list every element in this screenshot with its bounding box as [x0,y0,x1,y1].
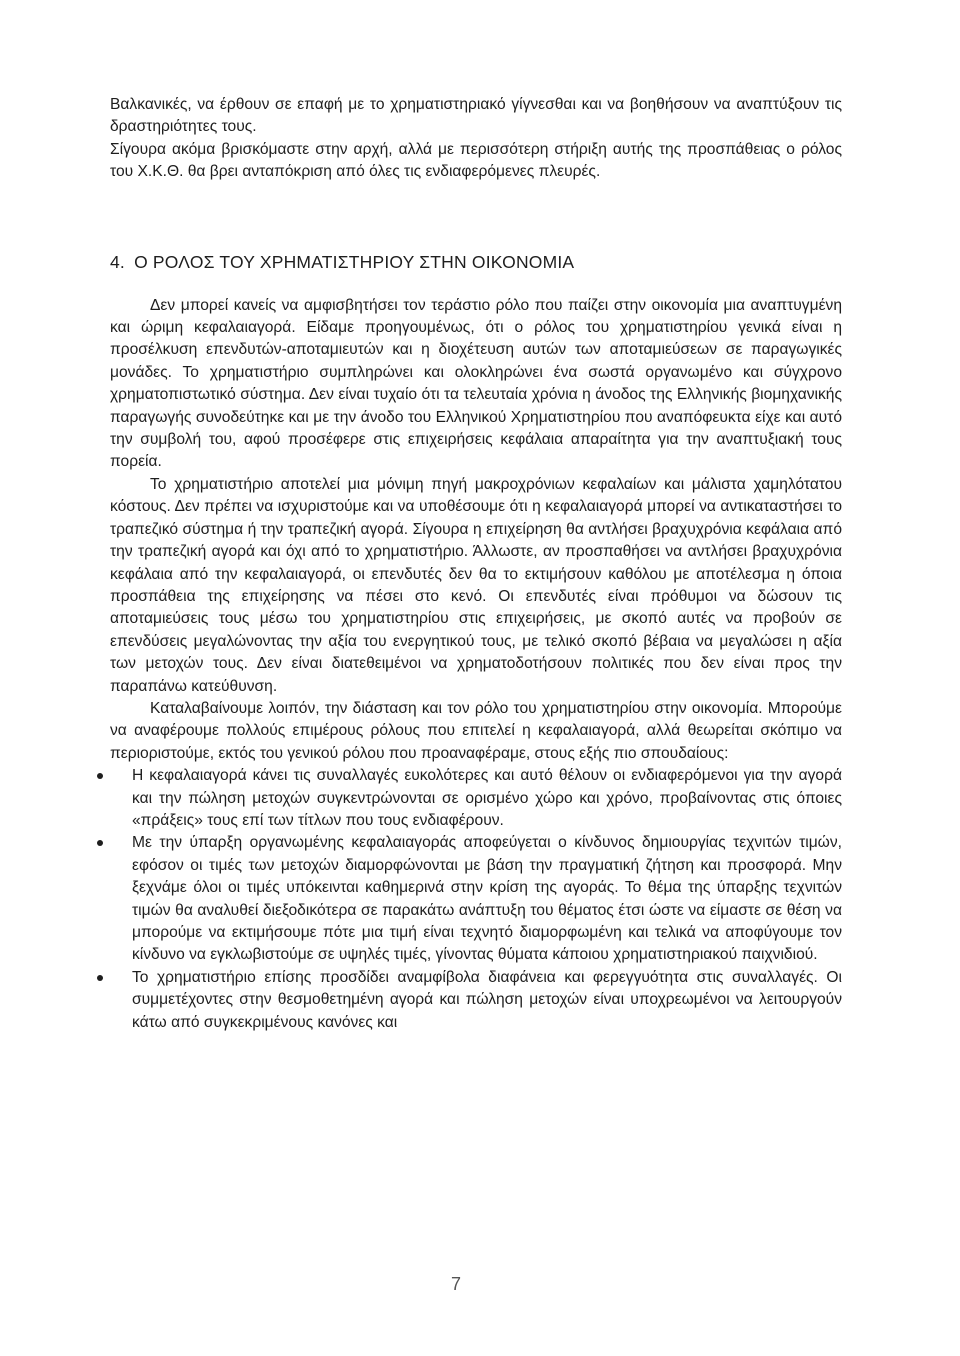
bullet-item [110,832,842,966]
bullet-dot-icon [97,773,103,779]
bullet-text: Το χρηματιστήριο επίσης προσδίδει αναμφίβολα διαφάνεια και φερεγγυότητα στις συναλλαγές. Οι συμμετέχοντες στην θεσμοθετημένη αγορά και πώληση μετοχών είναι υποχρεωμένοι να λειτουργούν κάτω από συγκεκριμένους κανόνες και [132,968,842,1031]
bullet-item [110,967,842,1034]
bullet-dot-icon [97,840,103,846]
bullet-dot-icon [97,975,103,981]
document-page [110,94,842,1034]
section-title: Ο ΡΟΛΟΣ ΤΟΥ ΧΡΗΜΑΤΙΣΤΗΡΙΟΥ ΣΤΗΝ ΟΙΚΟΝΟΜΙΑ [134,251,575,272]
section-heading [110,251,842,273]
body-paragraph-1: Δεν μπορεί κανείς να αμφισβητήσει τον τεράστιο ρόλο που παίζει στην οικονομία μια αναπτυγμένη και ώριμη κεφαλαιαγορά. Είδαμε προηγουμένως, ότι ο ρόλος του χρηματιστηρίου γενικά είναι η προσέλκυση επενδυτών-αποταμιευτών και η διοχέτευση αυτών των αποταμιεύσεων σε παραγωγικές μονάδες. Το χρηματιστήριο συμπληρώνει και ολοκληρώνει ένα σωστά οργανωμένο και σύγχρονο χρηματοπιστωτικό σύστημα. Δεν είναι τυχαίο ότι τα τελευταία χρόνια η άνοδος της Ελληνικής βιομηχανικής παραγωγής συνοδεύτηκε και με την άνοδο του Ελληνικού Χρηματιστηρίου που αναπόφευκτα είχε και αυτό την συμβολή του, αφού προσέφερε στις επιχειρήσεις κεφάλαια απαραίτητα για την αναπτυξιακή τους πορεία. [110,296,842,471]
section-number: 4. [110,251,125,272]
body-paragraph-2: Το χρηματιστήριο αποτελεί μια μόνιμη πηγή μακροχρόνιων κεφαλαίων και μάλιστα χαμηλότατου κόστους. Δεν πρέπει να ισχυριστούμε και να υποθέσουμε ότι η κεφαλαιαγορά μπορεί να αντικαταστήσει το τραπεζικό σύστημα ή την τραπεζική αγορά. Σίγουρα η επιχείρηση θα αντλήσει βραχυχρόνια κεφάλαια από την τραπεζική αγορά και όχι από το χρηματιστήριο. Άλλωστε, αν προσπαθήσει να αντλήσει βραχυχρόνια κεφάλαια από την κεφαλαιαγορά, οι επενδυτές δεν θα το εκτιμήσουν καθόλου με αποτέλεσμα η όποια προσπάθεια της επιχείρησης να πέσει στο κενό. Οι επενδυτές είναι πρόθυμοι να δώσουν τις αποταμιεύσεις τους μέσω του χρηματιστηρίου στις επιχειρήσεις, με σκοπό αυτές να προβούν σε επενδύσεις μεγαλώνοντας την αξία του ενεργητικού τους, με τελικό σκοπό βέβαια να μεγαλώσει η αξία των μετοχών τους. Δεν είναι διατεθειμένοι να χρηματοδοτήσουν πολιτικές που δεν είναι προς την παραπάνω κατεύθυνση. [110,475,842,695]
body-paragraph-3: Καταλαβαίνουμε λοιπόν, την διάσταση και τον ρόλο του χρηματιστηρίου στην οικονομία. Μπορούμε να αναφέρουμε πολλούς επιμέρους ρόλους που επιτελεί η κεφαλαιαγορά, αλλά θεωρείται σκόπιμο να περιοριστούμε, εκτός του γενικού ρόλου που προαναφέραμε, στους εξής πιο σπουδαίους: [110,699,842,762]
bullet-text: Η κεφαλαιαγορά κάνει τις συναλλαγές ευκολότερες και αυτό θέλουν οι ενδιαφερόμενοι για την αγορά και την πώληση μετοχών συγκεντρώνονται σε ορισμένο χώρο και χρόνο, προβαίνοντας στις όποιες «πράξεις» τους επί των τίτλων που τους ενδιαφέρουν. [132,767,842,829]
bullet-text: Με την ύπαρξη οργανωμένης κεφαλαιαγοράς αποφεύγεται ο κίνδυνος δημιουργίας τεχνιτών τιμών, εφόσον οι τιμές των μετοχών διαμορφώνονται με βάση την πραγματική ζήτηση και προσφορά. Μην ξεχνάμε όλοι οι τιμές υπόκεινται καθημερινά στην κρίση της αγοράς. Το θέμα της ύπαρξης τεχνιτών τιμών θα αναλυθεί διεξοδικότερα σε παρακάτω ανάπτυξη του θέματος έτσι ώστε να είμαστε σε θέση να μπορούμε να εκτιμήσουμε πότε μια τιμή είναι τεχνητό διαμορφωμένη και τελικά να αποφύγουμε τον κίνδυνο να εγκλωβιστούμε σε υψηλές τιμές, γίνοντας θύματα κάποιου χρηματιστηριακού παιχνιδιού. [132,834,842,964]
bullet-item [110,765,842,832]
page-number: 7 [450,1274,461,1294]
intro-paragraph-2: Σίγουρα ακόμα βρισκόμαστε στην αρχή, αλλά με περισσότερη στήριξη αυτής της προσπάθειας ο ρόλος του Χ.Κ.Θ. θα βρει ανταπόκριση από όλες τις ενδιαφερόμενες πλευρές. [110,140,842,181]
bullet-list [110,765,842,1034]
intro-paragraph-1: Βαλκανικές, να έρθουν σε επαφή με το χρηματιστηριακό γίγνεσθαι και να βοηθήσουν να αναπτύξουν τις δραστηριότητες τους. [110,96,842,136]
